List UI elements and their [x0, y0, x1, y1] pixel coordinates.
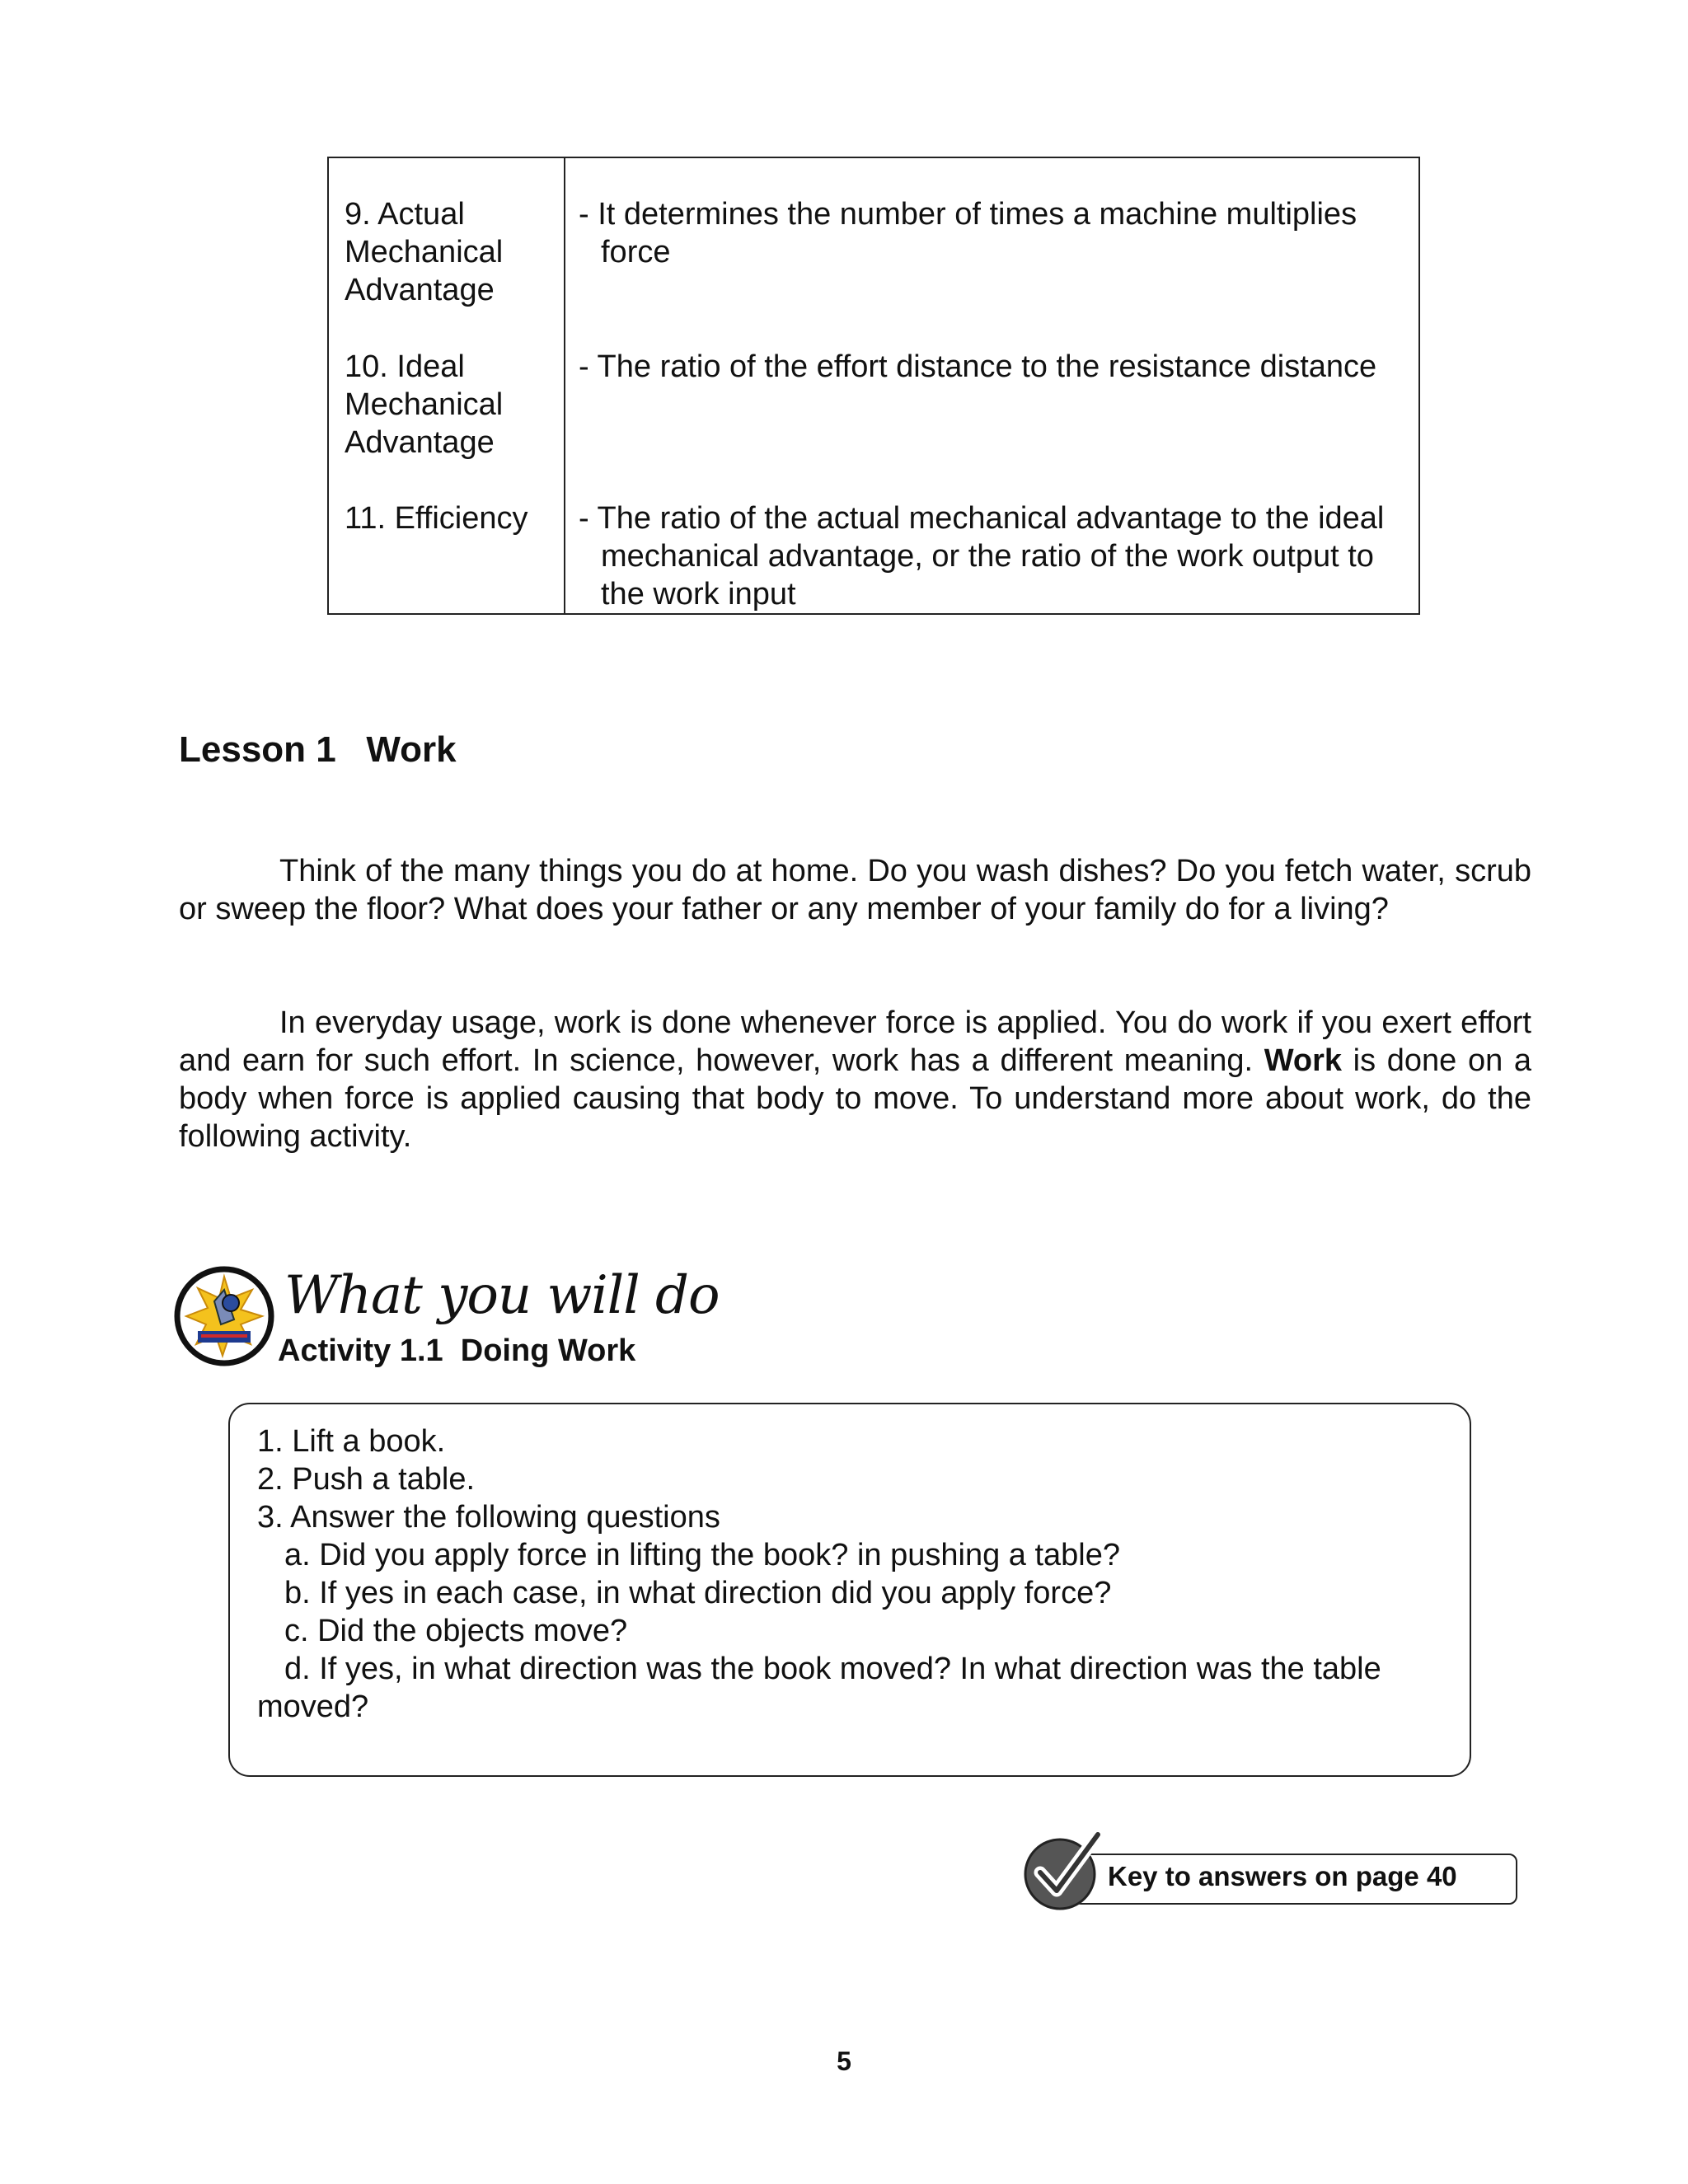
lesson-heading: Lesson 1 Work: [179, 729, 457, 770]
glossary-definition: - The ratio of the actual mechanical advantage to the ideal mechanical advantage, or the ratio of the work output to the work input: [579, 501, 1385, 612]
section-title: What you will do: [284, 1265, 720, 1326]
list-item: c. Did the objects move?: [284, 1614, 628, 1648]
list-item: 1. Lift a book.: [257, 1424, 446, 1459]
activity-box: [228, 1403, 1471, 1777]
key-to-answers-label: Key to answers on page 40: [1108, 1861, 1457, 1891]
glossary-definition: - The ratio of the effort distance to the resistance distance: [579, 349, 1377, 384]
activity-list: [257, 1422, 1444, 1726]
list-item: 3. Answer the following questions: [257, 1500, 720, 1535]
list-item: a. Did you apply force in lifting the book? in pushing a table?: [284, 1538, 1120, 1572]
bold-term-work: Work: [1264, 1043, 1343, 1078]
checkmark-icon: [1019, 1823, 1113, 1917]
list-item: d. If yes, in what direction was the book moved? In what direction was the table moved?: [257, 1652, 1381, 1724]
list-item: b. If yes in each case, in what direction did you apply force?: [284, 1576, 1112, 1610]
list-item: 2. Push a table.: [257, 1462, 476, 1497]
glossary-table: [327, 157, 1420, 615]
intro-paragraph: Think of the many things you do at home. Do you wash dishes? Do you fetch water, scrub or sweep the floor? What does your father or any member of your family do for a living?: [179, 854, 1531, 926]
glossary-term: 9. Actual Mechanical Advantage: [345, 197, 504, 307]
paragraph-text: is done on a body when force is applied causing that body to move. To understand more about work, do the following activity.: [179, 1043, 1531, 1154]
microscope-emblem-icon: [173, 1265, 275, 1367]
glossary-term: 10. Ideal Mechanical Advantage: [345, 349, 504, 460]
glossary-definition: - It determines the number of times a machine multiplies force: [579, 197, 1357, 269]
glossary-term: 11. Efficiency: [345, 501, 528, 536]
definition-paragraph: [179, 1004, 1531, 1155]
page-number: 5: [837, 2046, 851, 2076]
paragraph-text: In everyday usage, work is done whenever force is applied. You do work if you exert effort and earn for such effort. In science, however, work has a different meaning.: [179, 1005, 1531, 1078]
activity-title: Activity 1.1 Doing Work: [278, 1333, 636, 1368]
table-column-divider: [564, 158, 565, 613]
